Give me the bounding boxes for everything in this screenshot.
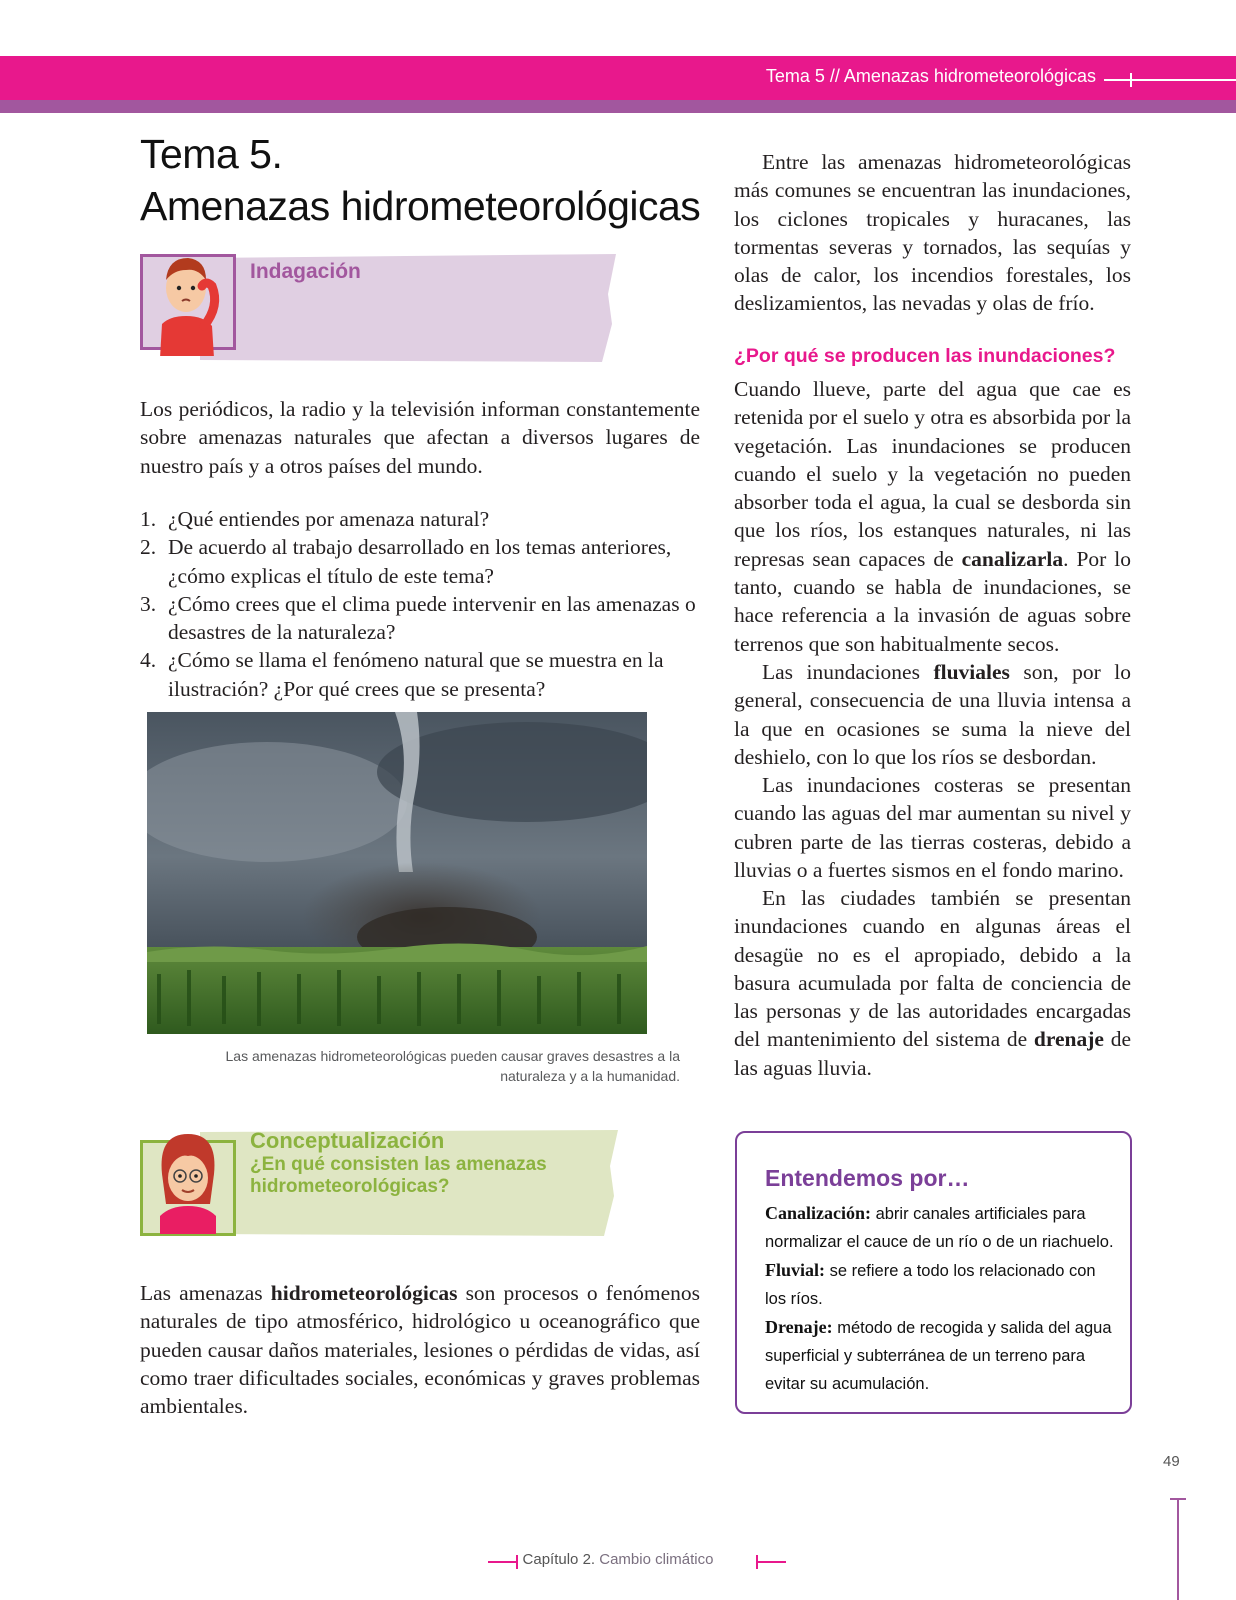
floods-paragraph-1: Cuando llueve, parte del agua que cae es retenida por el suelo y otra es absorbida por la vegetación. Las inundaciones se producen cuando el suelo y la vegetación no pueden absorber toda el agua, la cual se desborda sin que los ríos, los estanques naturales, ni las represas sean capaces de canalizarla. Por lo tanto, cuando se habla de inundaciones, se hace referencia a la invasión de aguas sobre terrenos que son habitualmente secos. bbox=[734, 377, 1132, 656]
footer-rule-right bbox=[756, 1561, 786, 1563]
definitions-box bbox=[735, 1131, 1132, 1414]
footer bbox=[0, 1551, 1236, 1568]
question-text: ¿Cómo crees que el clima puede intervenir en las amenazas o desastres de la naturaleza? bbox=[168, 591, 696, 645]
title-line-1: Tema 5. bbox=[140, 131, 283, 177]
definition-term: Fluvial: bbox=[765, 1260, 826, 1280]
bold-term: hidrometeorológicas bbox=[270, 1281, 458, 1305]
footer-subject: Cambio climático bbox=[599, 1551, 714, 1568]
conceptualizacion-label: Conceptualización bbox=[250, 1128, 445, 1153]
concept-paragraph: Las amenazas hidrometeorológicas son procesos o fenómenos naturales de tipo atmosférico, hidrológico u oceanográfico que pueden causar daños materiales, lesiones o pérdidas de vidas, así como traer dificultades sociales, económicas y graves problemas ambientales. bbox=[140, 1281, 700, 1419]
definition-text: abrir canales artificiales para normalizar el cauce de un río o de un riachuelo. bbox=[765, 1205, 1114, 1251]
floods-heading: ¿Por qué se producen las inundaciones? bbox=[734, 345, 1116, 367]
tornado-illustration bbox=[147, 712, 647, 1034]
intro-paragraph: Los periódicos, la radio y la televisión informan constantemente sobre amenazas naturales que afectan a diversos lugares de nuestro país y a otros países del mundo. bbox=[140, 397, 700, 478]
definition-item bbox=[765, 1199, 1115, 1256]
definition-item bbox=[765, 1313, 1115, 1398]
question-text: ¿Qué entiendes por amenaza natural? bbox=[168, 507, 490, 531]
header-stripe bbox=[0, 100, 1236, 113]
question-item bbox=[140, 533, 700, 590]
definition-item bbox=[765, 1256, 1115, 1313]
question-item bbox=[140, 646, 700, 703]
question-number: 4. bbox=[140, 648, 157, 673]
question-number: 1. bbox=[140, 507, 157, 531]
indagacion-banner bbox=[140, 254, 620, 364]
question-text: De acuerdo al trabajo desarrollado en los temas anteriores, ¿cómo explicas el título de este tema? bbox=[168, 535, 672, 588]
question-number: 2. bbox=[140, 535, 157, 560]
conceptualizacion-subtitle: ¿En qué consisten las amenazas hidrometeorológicas? bbox=[250, 1154, 547, 1197]
header-rule bbox=[1104, 79, 1236, 81]
definitions-list bbox=[765, 1199, 1115, 1398]
photo-caption: Las amenazas hidrometeorológicas pueden causar graves desastres a la naturaleza y a la humanidad. bbox=[225, 1048, 680, 1084]
bold-term: canalizarla bbox=[961, 546, 1064, 571]
floods-paragraph-3: Las inundaciones costeras se presentan cuando las aguas del mar aumentan su nivel y cubren parte de las tierras costeras, debido a lluvias o a fuertes sismos en el fondo marino. bbox=[734, 773, 1131, 882]
tornado-photo bbox=[147, 712, 647, 1034]
conceptualizacion-banner bbox=[140, 1130, 620, 1240]
indagacion-label: Indagación bbox=[250, 260, 361, 283]
question-text: ¿Cómo se llama el fenómeno natural que se muestra en la ilustración? ¿Por qué crees que se presenta? bbox=[168, 648, 664, 701]
floods-paragraph-2: Las inundaciones fluviales son, por lo general, consecuencia de una lluvia intensa a la que en ocasiones se suma la nieve del deshielo, con lo que los ríos se desbordan. bbox=[734, 660, 1131, 769]
definitions-title: Entendemos por… bbox=[765, 1165, 970, 1191]
girl-with-glasses-icon bbox=[140, 1124, 236, 1234]
bold-term: fluviales bbox=[933, 660, 1010, 684]
footer-chapter: Capítulo 2. bbox=[522, 1551, 596, 1568]
question-item bbox=[140, 505, 700, 533]
title-line-2: Amenazas hidrometeorológicas bbox=[140, 183, 701, 229]
question-list bbox=[140, 505, 700, 703]
definition-text: método de recogida y salida del agua superficial y subterránea de un terreno para evitar su acumulación. bbox=[765, 1319, 1112, 1393]
floods-paragraph-4: En las ciudades también se presentan inundaciones cuando en algunas áreas el desagüe no es el apropiado, debido a la basura acumulada por falta de conciencia de las personas y de las autoridades encargadas del mantenimiento del sistema de drenaje de las aguas lluvia. bbox=[734, 886, 1131, 1080]
definition-text: se refiere a todo los relacionado con los ríos. bbox=[765, 1262, 1096, 1308]
question-number: 3. bbox=[140, 591, 157, 616]
definition-term: Drenaje: bbox=[765, 1317, 833, 1337]
definition-term: Canalización: bbox=[765, 1203, 871, 1223]
header-rule-tick bbox=[1130, 73, 1132, 87]
page-title bbox=[140, 128, 700, 232]
bold-term: drenaje bbox=[1033, 1027, 1104, 1052]
running-title: Tema 5 // Amenazas hidrometeorológicas bbox=[765, 66, 1096, 86]
thinking-boy-icon bbox=[140, 246, 236, 356]
question-item bbox=[140, 590, 700, 647]
page-number: 49 bbox=[1163, 1453, 1180, 1470]
right-intro-paragraph: Entre las amenazas hidrometeorológicas más comunes se encuentran las inundaciones, los ciclones tropicales y huracanes, las tormentas severas y tornados, las sequías y olas de calor, los incendios forestales, los deslizamientos, las nevadas y olas de frío. bbox=[734, 150, 1131, 316]
side-rule bbox=[1177, 1498, 1179, 1600]
